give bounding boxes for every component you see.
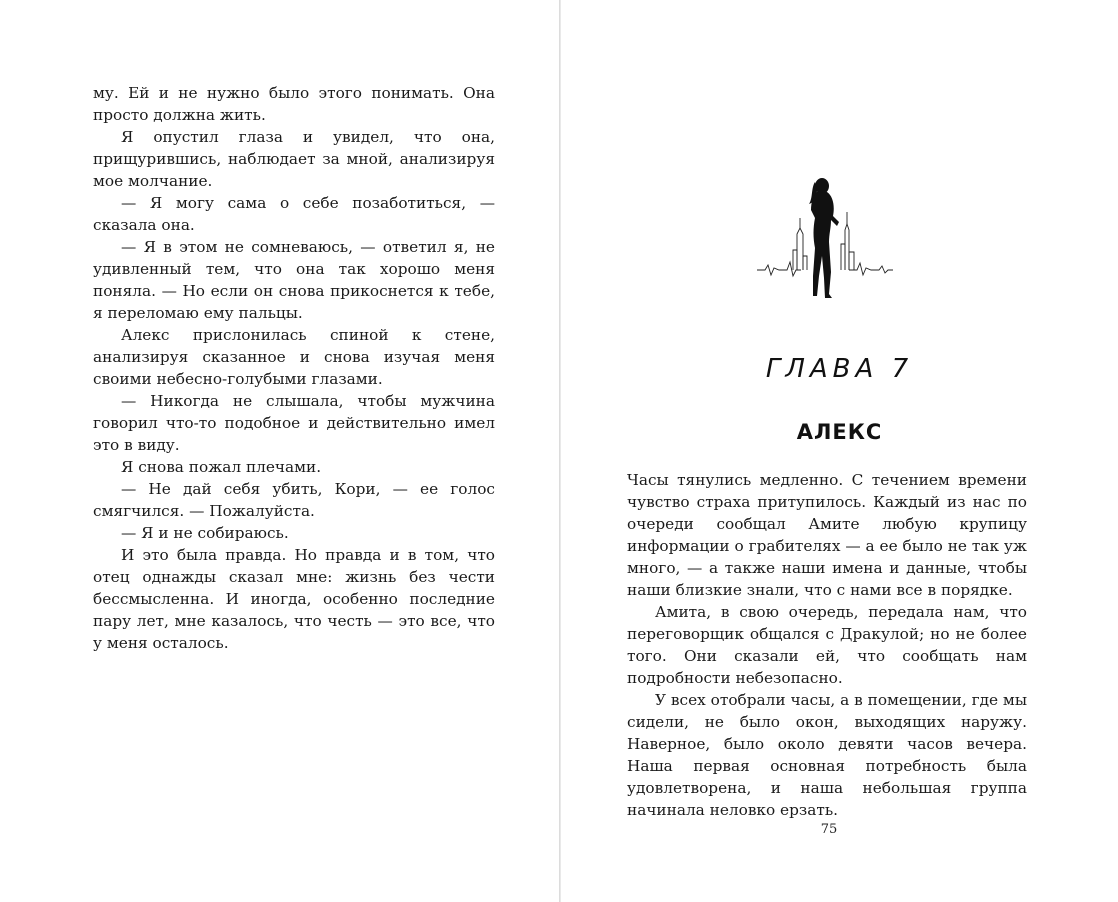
- paragraph: И это была правда. Но правда и в том, что отец однажды сказал мне: жизнь без чести бессмысленна. И иногда, особенно последние пару лет, мне казалось, что честь — это все, что у меня осталось.: [93, 546, 495, 652]
- paragraph: — Я и не собираюсь.: [121, 524, 289, 542]
- right-page-text: [627, 469, 1027, 821]
- paragraph: — Не дай себя убить, Кори, — ее голос смягчился. — Пожалуйста.: [93, 480, 495, 520]
- page-number: 75: [820, 822, 838, 837]
- paragraph: — Я могу сама о себе позаботиться, — сказала она.: [93, 194, 495, 234]
- chapter-name: АЛЕКС: [796, 420, 883, 444]
- paragraph: — Я в этом не сомневаюсь, — ответил я, не удивленный тем, что она так хорошо меня поняла. — Но если он снова прикоснется к тебе, я переломаю ему пальцы.: [93, 238, 495, 322]
- chapter-title: ГЛАВА 7: [765, 354, 914, 384]
- paragraph: Я опустил глаза и увидел, что она, прищурившись, наблюдает за мной, анализируя мое молчание.: [93, 128, 495, 190]
- paragraph: Алекс прислонилась спиной к стене, анализируя сказанное и снова изучая меня своими небесно-голубыми глазами.: [93, 326, 495, 388]
- paragraph: Я снова пожал плечами.: [121, 458, 322, 476]
- paragraph: У всех отобрали часы, а в помещении, где мы сидели, не было окон, выходящих наружу. Наверное, было около девяти часов вечера. Наша первая основная потребность была удовлетворена, и наша небольшая группа начинала неловко ерзать.: [627, 691, 1027, 819]
- paragraph: — Никогда не слышала, чтобы мужчина говорил что-то подобное и действительно имел это в виду.: [93, 392, 495, 454]
- right-page: [561, 0, 1118, 902]
- paragraph: Часы тянулись медленно. С течением времени чувство страха притупилось. Каждый из нас по очереди сообщал Амите любую крупицу информации о грабителях — а ее было не так уж много, — а также наши имена и данные, чтобы наши близкие знали, что с нами все в порядке.: [627, 471, 1027, 599]
- left-page-text: [93, 82, 495, 654]
- paragraph: Амита, в свою очередь, передала нам, что переговорщик общался с Дракулой; но не более того. Они сказали ей, что сообщать нам подробности небезопасно.: [627, 603, 1027, 687]
- paragraph: му. Ей и не нужно было этого понимать. Она просто должна жить.: [93, 84, 495, 124]
- woman-silhouette-city-icon: [757, 172, 893, 300]
